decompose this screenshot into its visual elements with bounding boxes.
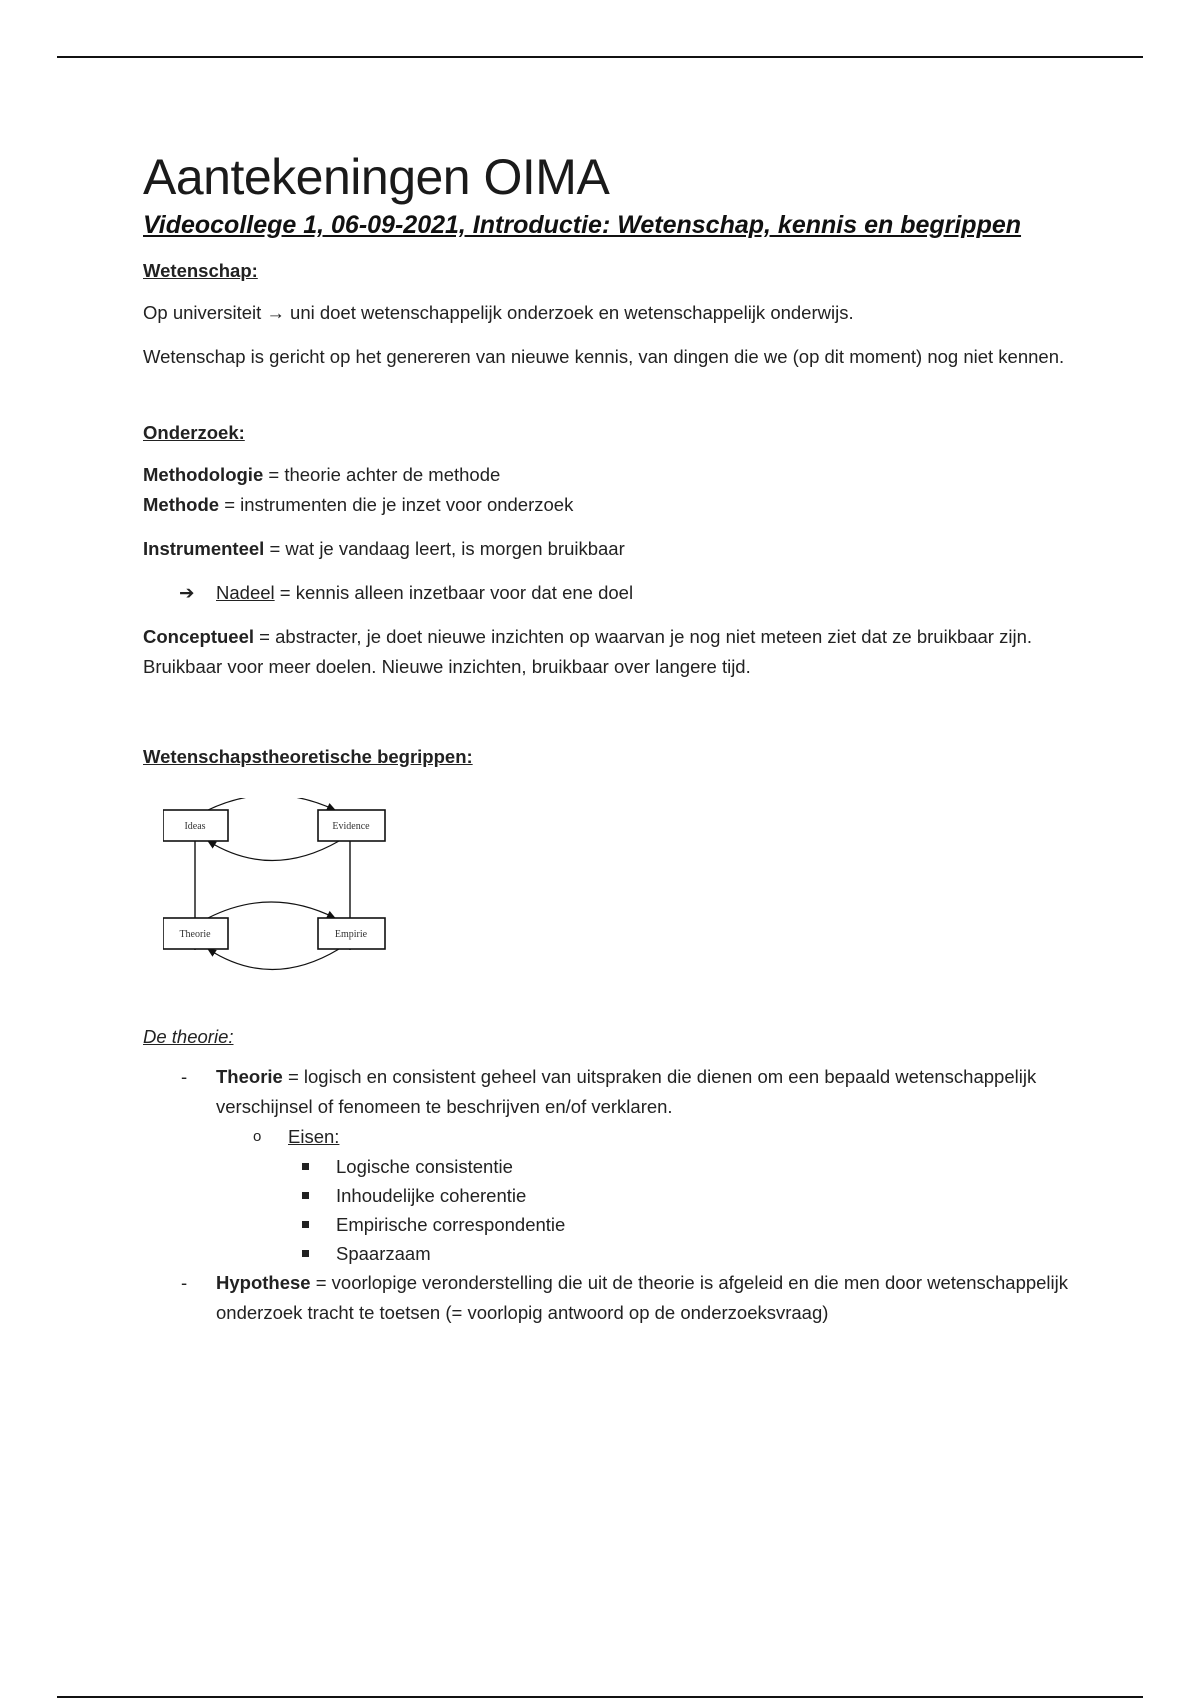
dash-bullet-icon: - [181, 1272, 188, 1293]
list-item-theorie: - Theorie = logisch en consistent geheel van uitspraken die dienen om een bepaald wetenschappelijk verschijnsel of fenomeen te beschrijven en/of verklaren. [143, 1062, 1083, 1122]
eis-item: Empirische correspondentie [143, 1210, 1083, 1239]
eis-item: Spaarzaam [143, 1239, 1083, 1268]
label-theorie: Theorie [179, 929, 211, 940]
paragraph-wetenschap: Wetenschap is gericht op het genereren van nieuwe kennis, van dingen die we (op dit moment) nog niet kennen. [143, 346, 1065, 367]
page-subtitle: Videocollege 1, 06-09-2021, Introductie: Wetenschap, kennis en begrippen [143, 211, 1022, 239]
nadeel-bullet: ➔ Nadeel = kennis alleen inzetbaar voor dat ene doel [143, 578, 1083, 608]
bottom-rule [57, 1696, 1143, 1698]
heading-onderzoek: Onderzoek: [143, 422, 245, 443]
top-rule [57, 56, 1143, 58]
arrow-right-icon: → [266, 302, 285, 323]
diagram-svg [163, 798, 403, 1018]
circle-bullet-icon: o [253, 1128, 262, 1145]
eis-item: Inhoudelijke coherentie [143, 1181, 1083, 1210]
eis-item: Logische consistentie [143, 1152, 1083, 1181]
science-cycle-diagram [163, 798, 403, 1018]
arc-evidence-to-ideas [208, 841, 339, 861]
heading-de-theorie: De theorie: [143, 1026, 234, 1047]
dash-bullet-icon: - [181, 1066, 188, 1087]
arc-ideas-to-evidence [208, 798, 335, 810]
document-body [143, 146, 1083, 1328]
label-empirie: Empirie [334, 929, 368, 940]
arrow-bullet-icon: ➔ [179, 582, 195, 603]
square-bullet-icon [302, 1221, 309, 1228]
square-bullet-icon [302, 1250, 309, 1257]
list-item-hypothese: - Hypothese = voorlopige veronderstelling die uit de theorie is afgeleid en die men door wetenschappelijk onderzoek tracht te toetsen (= voorlopig antwoord op de onderzoeksvraag) [143, 1268, 1083, 1328]
page-title: Aantekeningen OIMA [143, 149, 610, 205]
definition-methodologie: Methodologie = theorie achter de methode [143, 464, 501, 485]
list-item-eisen: o Eisen: [143, 1122, 1083, 1152]
square-bullet-icon [302, 1192, 309, 1199]
arc-empirie-to-theorie [208, 949, 339, 970]
label-evidence: Evidence [332, 821, 370, 832]
definition-methode: Methode = instrumenten die je inzet voor onderzoek [143, 494, 574, 515]
square-bullet-icon [302, 1163, 309, 1170]
heading-begrippen: Wetenschapstheoretische begrippen: [143, 746, 473, 767]
definition-instrumenteel: Instrumenteel = wat je vandaag leert, is morgen bruikbaar [143, 538, 625, 559]
heading-wetenschap: Wetenschap: [143, 260, 258, 281]
definition-conceptueel: Conceptueel = abstracter, je doet nieuwe inzichten op waarvan je nog niet meteen ziet dat ze bruikbaar zijn. Bruikbaar voor meer doelen. Nieuwe inzichten, bruikbaar over langere tijd. [143, 626, 1033, 677]
paragraph-universiteit: Op universiteit → uni doet wetenschappelijk onderzoek en wetenschappelijk onderwijs. [143, 302, 854, 323]
label-ideas: Ideas [184, 821, 206, 832]
arc-theorie-to-empirie [208, 902, 335, 918]
theorie-list [143, 1062, 1083, 1328]
